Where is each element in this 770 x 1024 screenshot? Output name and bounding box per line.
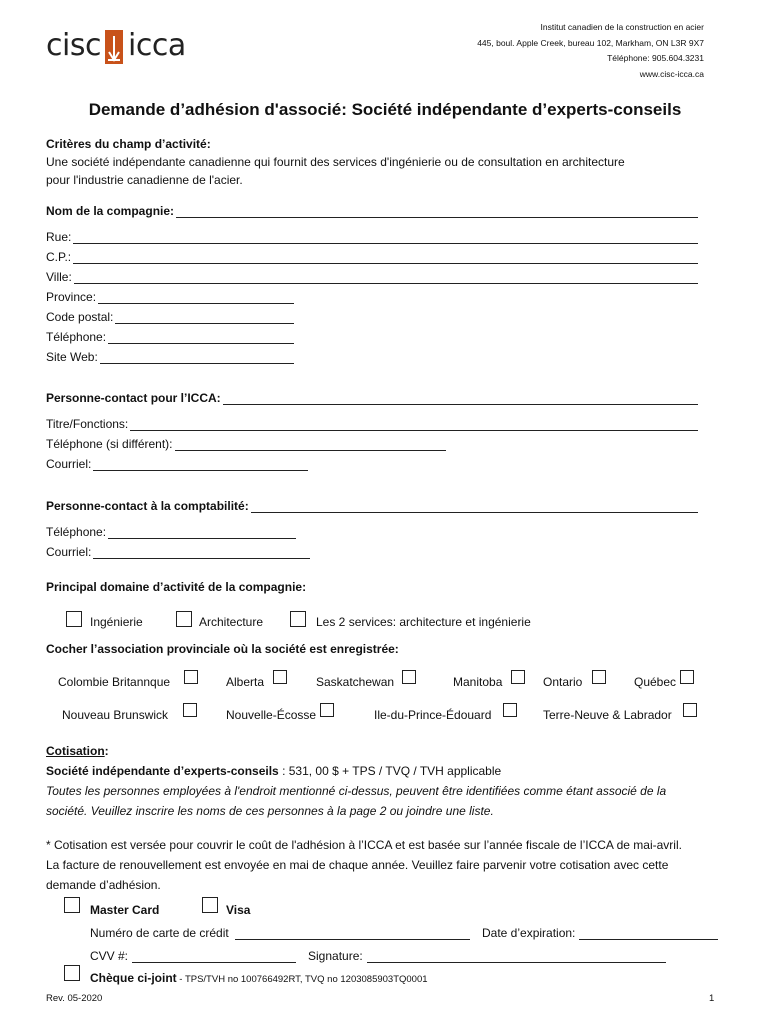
org-website: www.cisc-icca.ca	[639, 68, 704, 79]
criteria-heading: Critères du champ d’activité:	[46, 137, 211, 151]
checkbox-both-services[interactable]	[290, 611, 306, 627]
prov-saskatchewan-label: Saskatchewan	[316, 675, 395, 689]
company-name-label: Nom de la compagnie:	[46, 204, 175, 218]
company-name-field[interactable]	[46, 204, 698, 218]
accounting-phone-field[interactable]	[46, 525, 296, 539]
website-field[interactable]	[46, 350, 294, 364]
card-number-label: Numéro de carte de crédit	[90, 926, 229, 940]
po-box-label: C.P.:	[46, 250, 72, 264]
org-phone: Téléphone: 905.604.3231	[607, 53, 704, 63]
prov-manitoba-label: Manitoba	[453, 675, 503, 689]
phone-field[interactable]	[46, 330, 294, 344]
checkbox-visa[interactable]	[202, 897, 218, 913]
phone-label: Téléphone:	[46, 330, 107, 344]
cheque-label: Chèque ci-joint	[90, 971, 177, 985]
checkbox-cheque[interactable]	[64, 965, 80, 981]
fees-info-1: * Cotisation est versée pour couvrir le coût de l'adhésion à l’ICCA et est basée sur l’année fiscale de l’ICCA de mai-avril.	[46, 838, 682, 852]
page-number: 1	[709, 993, 715, 1004]
tax-numbers: - TPS/TVH no 100766492RT, TVQ no 1203085903TQ0001	[176, 974, 428, 985]
accounting-contact-field[interactable]	[46, 499, 698, 513]
checkbox-nl[interactable]	[683, 703, 697, 717]
prov-ontario-label: Ontario	[543, 675, 583, 689]
checkbox-architecture[interactable]	[176, 611, 192, 627]
checkbox-manitoba[interactable]	[511, 670, 525, 684]
street-label: Rue:	[46, 230, 72, 244]
prov-alberta-label: Alberta	[226, 675, 265, 689]
checkbox-nb[interactable]	[183, 703, 197, 717]
option-engineering: Ingénierie	[90, 615, 143, 629]
fees-note-2: société. Veuillez inscrire les noms de ces personnes à la page 2 ou joindre une liste.	[46, 804, 494, 818]
icca-email-label: Courriel:	[46, 457, 92, 471]
province-assoc-heading: Cocher l’association provinciale où la société est enregistrée:	[46, 642, 399, 656]
expiry-field[interactable]	[482, 926, 718, 940]
checkbox-alberta[interactable]	[273, 670, 287, 684]
revision: Rev. 05-2020	[46, 993, 103, 1004]
prov-pei-label: Ile-du-Prince-Édouard	[374, 708, 492, 722]
checkbox-bc[interactable]	[184, 670, 198, 684]
fees-amount-line	[46, 764, 501, 778]
fees-info-2: La facture de renouvellement est envoyée en mai de chaque année. Veuillez faire parvenir votre cotisation avec cette	[46, 858, 669, 872]
option-architecture: Architecture	[199, 615, 264, 629]
fees-info-3: demande d’adhésion.	[46, 878, 161, 892]
activity-heading: Principal domaine d’activité de la compagnie:	[46, 580, 307, 594]
criteria-text-2: pour l'industrie canadienne de l'acier.	[46, 173, 243, 187]
prov-nb-label: Nouveau Brunswick	[62, 708, 169, 722]
expiry-label: Date d’expiration:	[482, 926, 576, 940]
logo-text-cisc: cisc	[46, 28, 101, 63]
prov-ns-label: Nouvelle-Écosse	[226, 708, 317, 722]
org-name: Institut canadien de la construction en acier	[540, 22, 704, 32]
checkbox-quebec[interactable]	[680, 670, 694, 684]
province-field[interactable]	[46, 290, 294, 304]
logo-mark-icon	[104, 30, 124, 64]
fees-heading-colon: :	[104, 744, 109, 758]
fees-note-1: Toutes les personnes employées à l'endroit mentionné ci-dessus, peuvent être identifiées comme étant associé de la	[46, 784, 667, 798]
accounting-email-label: Courriel:	[46, 545, 92, 559]
accounting-contact-heading: Personne-contact à la comptabilité:	[46, 499, 249, 513]
website-label: Site Web:	[46, 350, 98, 364]
icca-phone-field[interactable]	[46, 437, 446, 451]
checkbox-engineering[interactable]	[66, 611, 82, 627]
fees-heading-text: Cotisation	[46, 744, 105, 758]
fees-type-label: Société indépendante d’experts-conseils	[46, 764, 279, 778]
signature-label: Signature:	[308, 949, 363, 963]
accounting-phone-label: Téléphone:	[46, 525, 107, 539]
prov-nl-label: Terre-Neuve & Labrador	[543, 708, 672, 722]
fees-heading	[46, 744, 109, 758]
icca-contact-heading: Personne-contact pour l’ICCA:	[46, 391, 221, 405]
postal-code-field[interactable]	[46, 310, 294, 324]
po-box-field[interactable]	[46, 250, 698, 264]
icca-email-field[interactable]	[46, 457, 308, 471]
visa-label: Visa	[226, 903, 251, 917]
cvv-label: CVV #:	[90, 949, 129, 963]
checkbox-pei[interactable]	[503, 703, 517, 717]
signature-field[interactable]	[308, 949, 666, 963]
org-header	[477, 20, 704, 82]
org-address: 445, boul. Apple Creek, bureau 102, Markham, ON L3R 9X7	[477, 37, 704, 48]
card-number-field[interactable]	[90, 926, 470, 940]
option-both-services: Les 2 services: architecture et ingénierie	[316, 615, 531, 629]
prov-bc-label: Colombie Britannque	[58, 675, 171, 689]
city-field[interactable]	[46, 270, 698, 284]
criteria-text-1: Une société indépendante canadienne qui fournit des services d'ingénierie ou de consultation en architecture	[46, 155, 625, 169]
fees-amount: : 531, 00 $ + TPS / TVQ / TVH applicable	[278, 764, 502, 778]
icca-title-label: Titre/Fonctions:	[46, 417, 129, 431]
checkbox-ontario[interactable]	[592, 670, 606, 684]
page-title: Demande d’adhésion d'associé: Société indépendante d’experts-conseils	[88, 100, 682, 119]
checkbox-saskatchewan[interactable]	[402, 670, 416, 684]
city-label: Ville:	[46, 270, 72, 284]
icca-phone-label: Téléphone (si différent):	[46, 437, 173, 451]
icca-title-field[interactable]	[46, 417, 698, 431]
accounting-email-field[interactable]	[46, 545, 310, 559]
prov-quebec-label: Québec	[634, 675, 677, 689]
icca-contact-field[interactable]	[46, 391, 698, 405]
cheque-line	[90, 971, 428, 985]
checkbox-mastercard[interactable]	[64, 897, 80, 913]
province-label: Province:	[46, 290, 97, 304]
postal-code-label: Code postal:	[46, 310, 114, 324]
mastercard-label: Master Card	[90, 903, 160, 917]
checkbox-ns[interactable]	[320, 703, 334, 717]
cvv-field[interactable]	[90, 949, 296, 963]
street-field[interactable]	[46, 230, 698, 244]
logo-text-icca: icca	[128, 28, 186, 63]
